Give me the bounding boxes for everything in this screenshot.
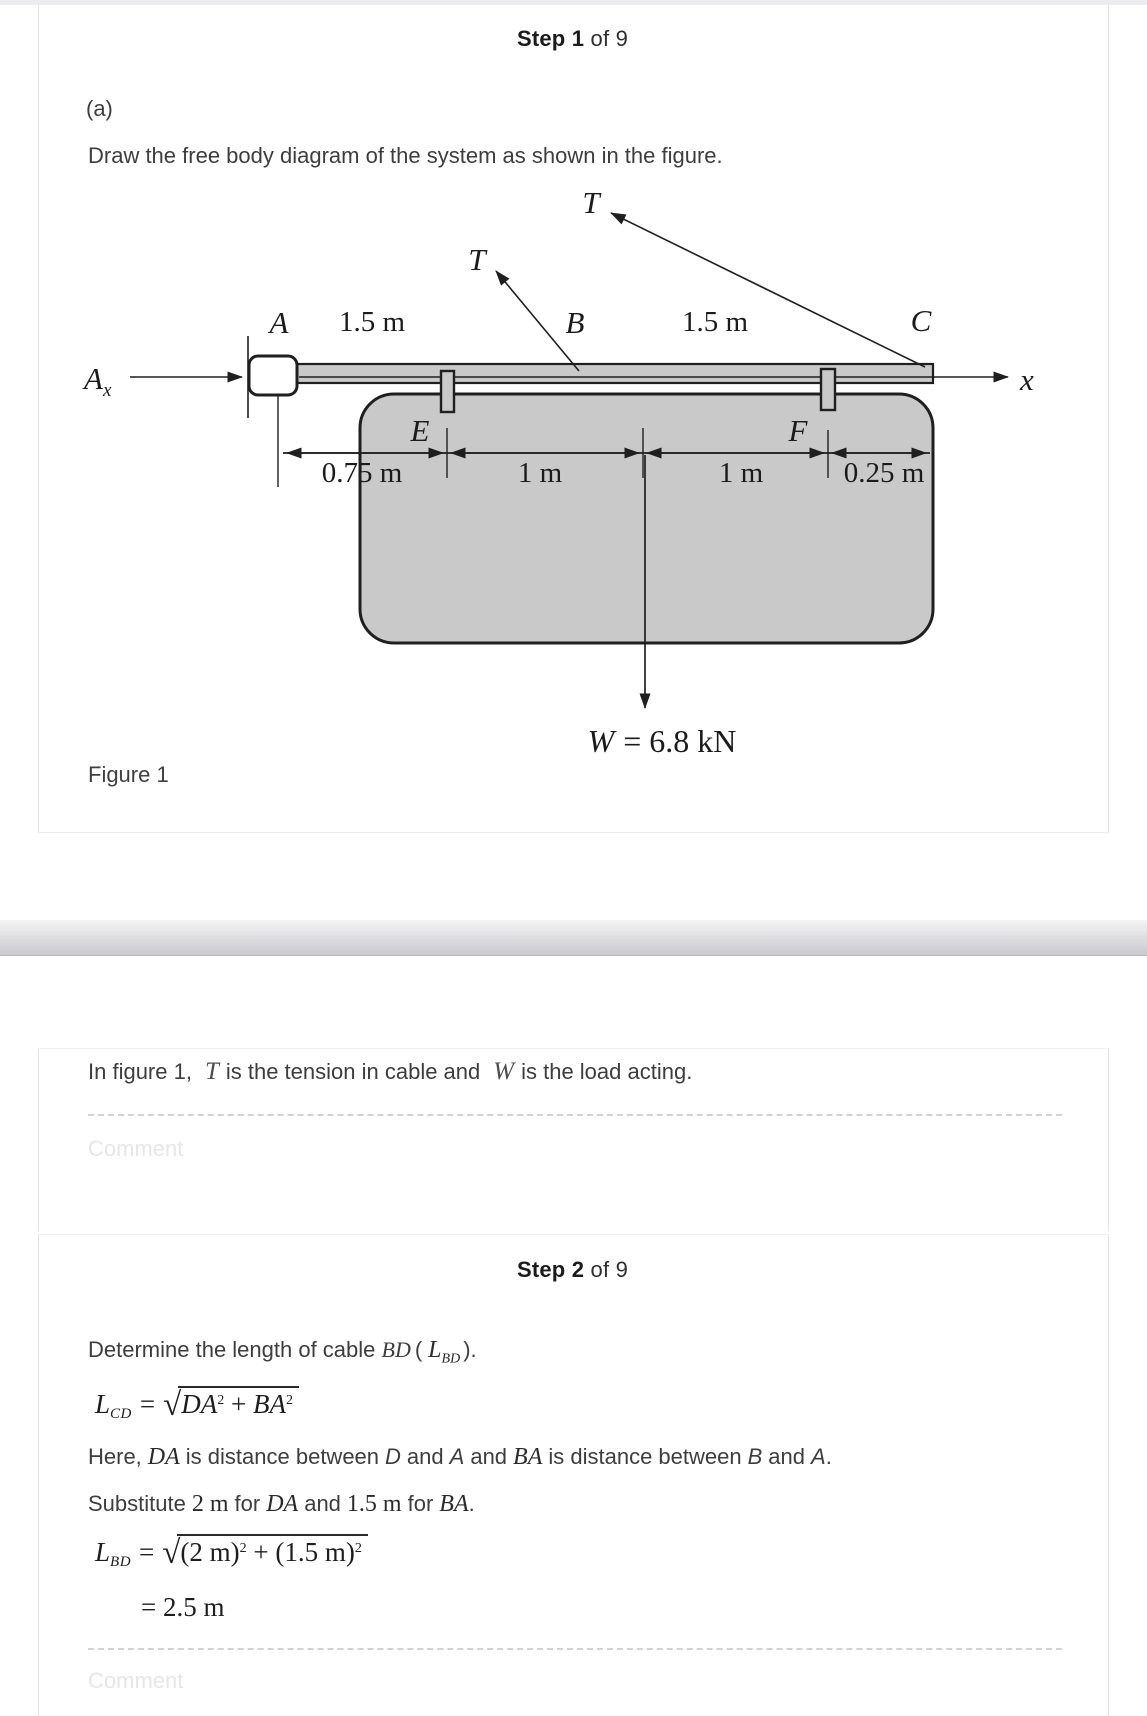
- substitute-v2: 1.5 m: [346, 1491, 402, 1517]
- note-seg2: is the tension in cable and: [225, 1059, 481, 1084]
- formula2-term1: (2 m): [180, 1537, 240, 1567]
- substitute-v1: 2 m: [191, 1491, 229, 1517]
- step2-title: Step 2: [516, 1257, 585, 1282]
- step1-title: Step 1: [516, 26, 585, 51]
- here-seg4: and: [470, 1444, 508, 1469]
- label-tension-lower: T: [468, 242, 486, 277]
- determine-line: [88, 1336, 477, 1373]
- note-var-w: W: [493, 1058, 515, 1085]
- formula1-eq: =: [139, 1389, 156, 1419]
- cable-upper: [611, 213, 925, 367]
- label-point-b: B: [565, 305, 585, 340]
- here-period: .: [825, 1444, 832, 1469]
- determine-close: ).: [463, 1337, 477, 1362]
- label-tension-upper: T: [582, 185, 600, 220]
- label-dim-mid-left: 1 m: [517, 457, 563, 489]
- note-seg1: In figure 1,: [88, 1059, 192, 1084]
- formula1-term1: DA: [181, 1389, 218, 1419]
- formula1-plus: +: [224, 1389, 253, 1419]
- label-dim-mid-right: 1 m: [718, 457, 764, 489]
- note-var-t: T: [204, 1058, 219, 1085]
- step2-title-rest: of 9: [584, 1257, 629, 1282]
- note-seg3: is the load acting.: [521, 1059, 693, 1084]
- formula2-term1-sup: 2: [239, 1541, 247, 1556]
- determine-l-sub: BD: [441, 1351, 461, 1367]
- here-seg2: is distance between: [185, 1444, 380, 1469]
- formula1-term2-sup: 2: [285, 1393, 293, 1408]
- substitute-period: .: [468, 1491, 475, 1516]
- label-point-f: F: [788, 413, 808, 448]
- label-point-a: A: [269, 305, 289, 340]
- section-divider: [0, 920, 1147, 956]
- determine-open: (: [414, 1337, 423, 1362]
- part-label: (a): [86, 96, 113, 121]
- formula1-term1-sup: 2: [217, 1393, 225, 1408]
- label-dim-right: 0.25 m: [843, 457, 925, 489]
- label-dim-ab: 1.5 m: [338, 306, 406, 338]
- here-seg5: is distance between: [548, 1444, 742, 1469]
- hanger-f: [821, 369, 835, 410]
- step1-title-rest: of 9: [584, 26, 629, 51]
- substitute-seg3: and: [304, 1491, 341, 1516]
- label-dim-bc: 1.5 m: [681, 306, 749, 338]
- here-seg1: Here,: [88, 1444, 142, 1469]
- here-line: [88, 1443, 832, 1471]
- formula2-term2: (1.5 m): [275, 1537, 355, 1567]
- formula2-eq: =: [139, 1537, 155, 1567]
- step2-comment-button[interactable]: Comment: [88, 1668, 184, 1693]
- substitute-da: DA: [266, 1491, 299, 1517]
- here-da: DA: [147, 1444, 180, 1470]
- step1-prompt: Draw the free body diagram of the system as shown in the figure.: [88, 143, 723, 168]
- determine-seg1: Determine the length of cable: [88, 1337, 382, 1362]
- here-b: B: [747, 1444, 763, 1469]
- hanger-e: [441, 371, 454, 412]
- substitute-seg2: for: [234, 1491, 261, 1516]
- here-a1: A: [449, 1444, 465, 1469]
- label-reaction-ax: Ax: [84, 361, 112, 401]
- formula2-term2-sup: 2: [354, 1541, 362, 1556]
- here-ba: BA: [513, 1444, 543, 1470]
- note-comment-button[interactable]: Comment: [88, 1136, 184, 1161]
- body-block: [360, 394, 933, 643]
- substitute-seg1: Substitute: [88, 1491, 186, 1516]
- determine-bd: BD: [381, 1337, 411, 1362]
- step2-card: [38, 1234, 1109, 1716]
- formula-result: = 2.5 m: [141, 1592, 225, 1622]
- formula1-term2: BA: [252, 1389, 286, 1419]
- formula-lbd: [95, 1534, 368, 1572]
- formula1-lhs-sub: CD: [110, 1406, 132, 1422]
- here-a2: A: [811, 1444, 826, 1469]
- substitute-ba: BA: [439, 1491, 469, 1517]
- note-line: [88, 1058, 692, 1086]
- formula2-lhs: L: [95, 1537, 111, 1567]
- formula2-plus: +: [246, 1537, 276, 1567]
- substitute-line: [88, 1490, 475, 1518]
- here-d: D: [385, 1444, 401, 1469]
- label-weight: W = 6.8 kN: [587, 723, 737, 759]
- pin-support: [249, 356, 297, 395]
- label-axis-x: x: [1020, 362, 1034, 397]
- step2-divider-dashed: [88, 1648, 1062, 1650]
- formula-lcd: [95, 1386, 299, 1424]
- figure-caption: Figure 1: [88, 762, 169, 787]
- here-seg3: and: [406, 1444, 444, 1469]
- label-dim-left: 0.75 m: [321, 457, 403, 489]
- formula1-radical-sign: √: [163, 1387, 182, 1423]
- note-divider-dashed: [88, 1114, 1062, 1116]
- beam: [297, 364, 933, 383]
- formula2-radical-sign: √: [162, 1535, 181, 1571]
- label-point-e: E: [410, 413, 430, 448]
- label-point-c: C: [910, 303, 932, 338]
- determine-l-var: L: [428, 1337, 442, 1363]
- substitute-seg4: for: [407, 1491, 434, 1516]
- formula1-lhs: L: [95, 1389, 111, 1419]
- step2-header: [38, 1257, 1107, 1283]
- here-seg6: and: [768, 1444, 806, 1469]
- formula2-lhs-sub: BD: [110, 1554, 132, 1570]
